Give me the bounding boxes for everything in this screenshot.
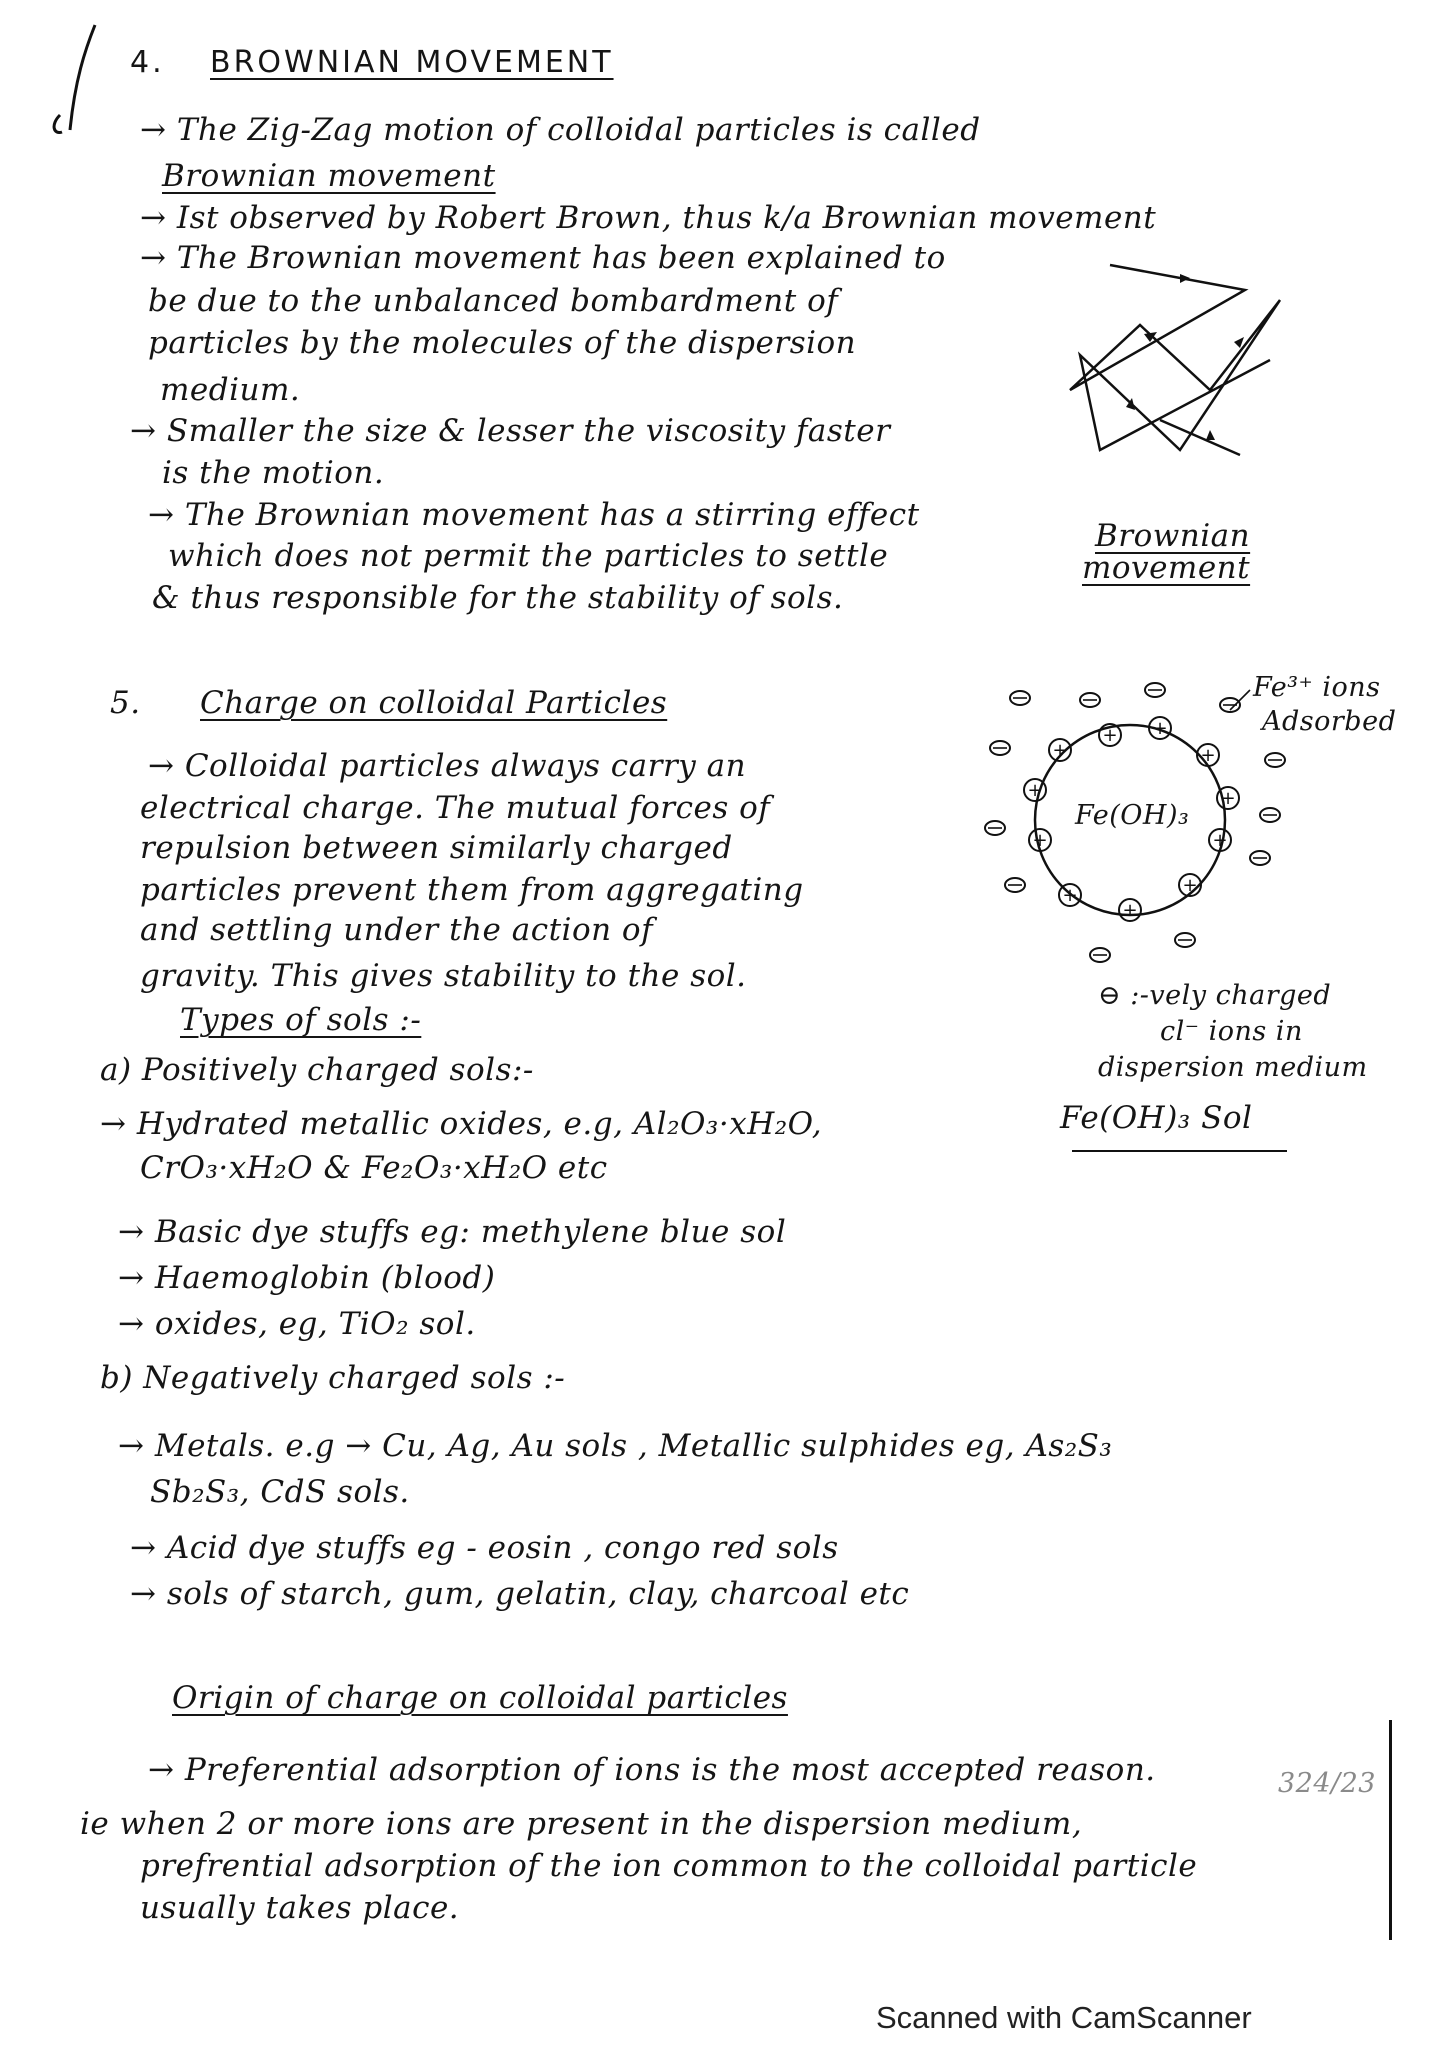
note-line: → Colloidal particles always carry an <box>148 748 747 784</box>
note-line: → oxides, eg, TiO₂ sol. <box>118 1306 476 1342</box>
fe-oh3-core-label: Fe(OH)₃ <box>1075 800 1190 831</box>
svg-text:+: + <box>1062 885 1078 906</box>
sol-caption: Fe(OH)₃ Sol <box>1060 1100 1253 1136</box>
svg-text:+: + <box>1027 780 1043 801</box>
brownian-caption-line-2: movement <box>1082 550 1251 586</box>
fe-ion-label-line-1: Fe³⁺ ions <box>1253 672 1381 703</box>
note-line: → Basic dye stuffs eg: methylene blue sol <box>118 1214 787 1250</box>
note-line: gravity. This gives stability to the sol. <box>140 958 747 994</box>
note-line: → The Zig-Zag motion of colloidal particles is called <box>140 112 981 148</box>
note-line: repulsion between similarly charged <box>140 830 733 866</box>
note-line: particles by the molecules of the dispersion <box>148 325 857 361</box>
note-line: electrical charge. The mutual forces of <box>140 790 771 826</box>
fe-ion-label-line-2: Adsorbed <box>1262 706 1397 737</box>
note-line: usually takes place. <box>140 1890 460 1926</box>
svg-text:+: + <box>1122 900 1138 921</box>
svg-text:+: + <box>1220 788 1236 809</box>
section-5-title: Charge on colloidal Particles <box>200 685 668 721</box>
note-line: CrO₃·xH₂O & Fe₂O₃·xH₂O etc <box>140 1150 608 1186</box>
note-line: → The Brownian movement has a stirring effect <box>148 497 920 533</box>
svg-text:+: + <box>1182 875 1198 896</box>
margin-mark-icon <box>40 20 130 140</box>
note-line: → sols of starch, gum, gelatin, clay, charcoal etc <box>130 1576 910 1612</box>
note-line: → Hydrated metallic oxides, e.g, Al₂O₃·xH₂O, <box>100 1106 823 1142</box>
note-line: and settling under the action of <box>140 912 654 948</box>
section-5-number: 5. <box>110 685 141 721</box>
note-line: → The Brownian movement has been explained to <box>140 240 946 276</box>
note-line: prefrential adsorption of the ion common to the colloidal particle <box>140 1848 1198 1884</box>
svg-text:+: + <box>1200 745 1216 766</box>
cl-ion-label-line-2: cl⁻ ions in <box>1160 1016 1303 1047</box>
note-line: is the motion. <box>162 455 385 491</box>
note-line: which does not permit the particles to settle <box>168 538 889 574</box>
caption-underline <box>1072 1150 1287 1152</box>
subsection-a-heading: a) Positively charged sols:- <box>100 1052 534 1088</box>
types-of-sols-heading: Types of sols :- <box>180 1002 422 1038</box>
origin-heading: Origin of charge on colloidal particles <box>172 1680 788 1716</box>
note-line: particles prevent them from aggregating <box>140 872 804 908</box>
brownian-caption-line-1: Brownian <box>1095 518 1251 554</box>
cl-ion-label-line-3: dispersion medium <box>1098 1052 1368 1083</box>
note-line: → Metals. e.g → Cu, Ag, Au sols , Metallic sulphides eg, As₂S₃ <box>118 1428 1113 1464</box>
note-line: → Acid dye stuffs eg - eosin , congo red sols <box>130 1530 839 1566</box>
svg-text:+: + <box>1152 718 1168 739</box>
note-line: ie when 2 or more ions are present in the dispersion medium, <box>80 1806 1083 1842</box>
brownian-motion-diagram <box>1040 250 1300 480</box>
note-line: Brownian movement <box>162 158 496 194</box>
margin-rule <box>1389 1720 1392 1940</box>
svg-text:+: + <box>1102 725 1118 746</box>
scanner-watermark: Scanned with CamScanner <box>876 2000 1252 2035</box>
note-line: & thus responsible for the stability of sols. <box>152 580 844 616</box>
section-4-title: BROWNIAN MOVEMENT <box>210 45 614 80</box>
stamp-mark: 324/23 <box>1278 1768 1376 1799</box>
note-line: → Ist observed by Robert Brown, thus k/a Brownian movement <box>140 200 1157 236</box>
note-line: Sb₂S₃, CdS sols. <box>150 1474 410 1510</box>
section-4-number: 4. <box>130 45 165 80</box>
svg-text:+: + <box>1052 740 1068 761</box>
note-line: → Preferential adsorption of ions is the most accepted reason. <box>148 1752 1156 1788</box>
note-line: be due to the unbalanced bombardment of <box>148 283 839 319</box>
note-line: medium. <box>160 372 301 408</box>
note-line: → Haemoglobin (blood) <box>118 1260 496 1296</box>
svg-text:+: + <box>1032 830 1048 851</box>
note-line: → Smaller the size & lesser the viscosity faster <box>130 413 891 449</box>
subsection-b-heading: b) Negatively charged sols :- <box>100 1360 566 1396</box>
cl-ion-label-line-1: ⊖ :-vely charged <box>1098 980 1332 1011</box>
svg-text:+: + <box>1212 830 1228 851</box>
